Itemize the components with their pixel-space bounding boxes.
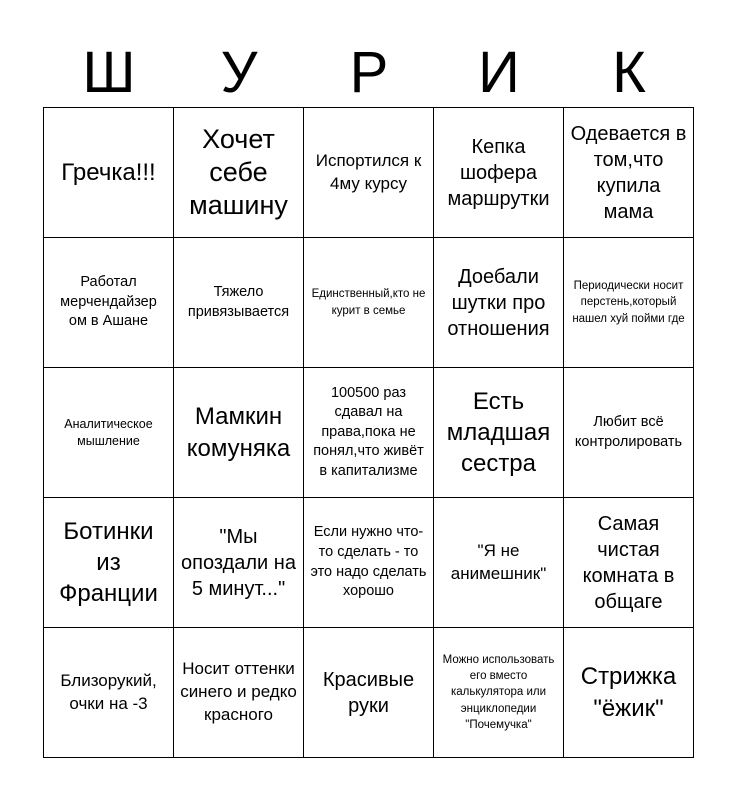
bingo-cell[interactable] (304, 498, 434, 628)
bingo-cell-text: Тяжело привязывается (187, 283, 290, 320)
bingo-cell-text: Гречка!!! (61, 158, 156, 186)
bingo-cell[interactable] (174, 628, 304, 758)
bingo-cell-text: Стрижка "ёжик" (580, 663, 677, 722)
bingo-cell-text: 100500 раз сдавал на права,пока не понял,что живёт в капитализме (313, 384, 424, 479)
bingo-cell-text: Носит оттенки синего и редко красного (180, 659, 297, 724)
header-letter: Р (349, 40, 389, 105)
bingo-cell-text: Самая чистая комната в общаге (582, 512, 675, 613)
bingo-cell[interactable] (304, 368, 434, 498)
header-letter: К (612, 40, 646, 105)
bingo-cell[interactable] (564, 498, 694, 628)
bingo-cell[interactable] (304, 628, 434, 758)
bingo-cell-text: Можно использовать его вместо калькулятора или энциклопедии "Почемучка" (442, 654, 555, 731)
bingo-cell-text: Мамкин комуняка (186, 403, 291, 462)
bingo-cell[interactable] (304, 238, 434, 368)
bingo-cell-text: Есть младшая сестра (446, 387, 551, 478)
bingo-cell[interactable] (434, 628, 564, 758)
bingo-cell-text: Хочет себе машину (189, 124, 288, 220)
header-letter: И (478, 40, 520, 105)
bingo-cell-text: Одевается в том,что купила мама (570, 122, 687, 223)
bingo-cell-text: Если нужно что-то сделать - то это надо сделать хорошо (310, 524, 427, 600)
bingo-cell-text: Кепка шофера маршрутки (447, 135, 550, 210)
bingo-cell[interactable] (434, 498, 564, 628)
bingo-cell[interactable] (174, 368, 304, 498)
bingo-board (43, 107, 694, 758)
bingo-cell-text: Доебали шутки про отношения (447, 265, 550, 340)
bingo-cell[interactable] (434, 108, 564, 238)
bingo-cell[interactable] (44, 238, 174, 368)
bingo-cell[interactable] (564, 628, 694, 758)
bingo-cell-text: "Я не анимешник" (450, 540, 547, 583)
bingo-cell[interactable] (564, 368, 694, 498)
bingo-cell[interactable] (174, 108, 304, 238)
bingo-cell[interactable] (564, 108, 694, 238)
header-letter: Ш (82, 40, 136, 105)
bingo-cell[interactable] (564, 238, 694, 368)
bingo-cell[interactable] (44, 108, 174, 238)
bingo-cell[interactable] (304, 108, 434, 238)
bingo-cell-text: Периодически носит перстень,который нашел хуй пойми где (572, 280, 685, 325)
bingo-cell-text: Единственный,кто не курит в семье (311, 288, 426, 317)
bingo-cell-text: Работал мерчендайзер ом в Ашане (60, 274, 157, 330)
bingo-header (44, 38, 694, 108)
bingo-cell[interactable] (174, 498, 304, 628)
bingo-cell[interactable] (434, 238, 564, 368)
bingo-cell[interactable] (44, 628, 174, 758)
bingo-cell-text: Аналитическое мышление (64, 416, 153, 448)
bingo-cell-text: Испортился к 4му курсу (315, 150, 422, 193)
bingo-cell-text: Ботинки из Франции (59, 517, 158, 608)
bingo-cell-text: Любит всё контролировать (574, 413, 683, 450)
bingo-cell[interactable] (174, 238, 304, 368)
bingo-cell[interactable] (434, 368, 564, 498)
bingo-cell-text: Красивые руки (322, 668, 415, 717)
bingo-cell[interactable] (44, 368, 174, 498)
bingo-cell-text: "Мы опоздали на 5 минут..." (181, 525, 296, 600)
bingo-cell[interactable] (44, 498, 174, 628)
bingo-cell-text: Близорукий, очки на -3 (60, 670, 157, 713)
header-letter: У (220, 40, 258, 105)
